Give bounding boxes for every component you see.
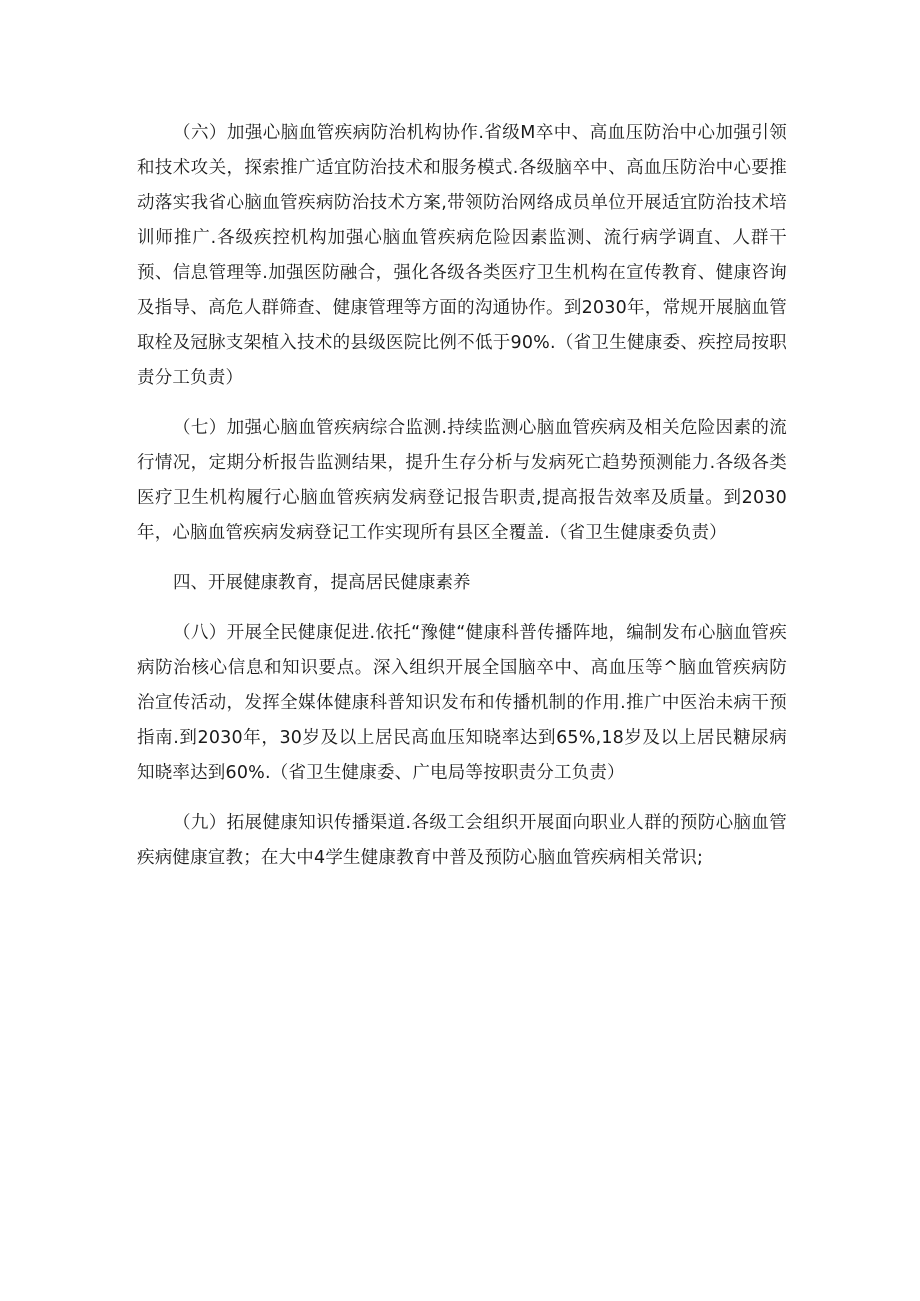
document-body (137, 116, 787, 891)
paragraph-6-cooperation: （六）加强心脑血管疾病防治机构协作.省级M卒中、高血压防治中心加强引领和技术攻关，探索推广适宜防治技术和服务模式.各级脑卒中、高血压防治中心要推动落实我省心脑血管疾病防治技术方案,带领防治网络成员单位开展适宜防治技术培训师推广.各级疾控机构加强心脑血管疾病危险因素监测、流行病学调直、人群干预、信息管理等.加强医防融合，强化各级各类医疗卫生机构在宣传教育、健康咨询及指导、高危人群筛查、健康管理等方面的沟通协作。到2030年，常规开展脑血管取栓及冠脉支架植入技术的县级医院比例不低于90%.（省卫生健康委、疾控局按职责分工负责） (137, 123, 787, 388)
paragraph-9-channels: （九）拓展健康知识传播渠道.各级工会组织开展面向职业人群的预防心脑血管疾病健康宣教；在大中4学生健康教育中普及预防心脑血管疾病相关常识; (137, 813, 787, 868)
section-heading-4: 四、开展健康教育，提高居民健康素养 (173, 573, 471, 593)
paragraph-7-monitoring: （七）加强心脑血管疾病综合监测.持续监测心脑血管疾病及相关危险因素的流行情况，定期分析报告监测结果，提升生存分析与发病死亡趋势预测能力.各级各类医疗卫生机构履行心脑血管疾病发病登记报告职责,提高报告效率及质量。到2030年，心脑血管疾病发病登记工作实现所有县区全覆盖.（省卫生健康委负责） (137, 418, 787, 543)
paragraph-8-promotion: （八）开展全民健康促进.依托“豫健“健康科普传播阵地，编制发布心脑血管疾病防治核心信息和知识要点。深入组织开展全国脑卒中、高血压等^脑血管疾病防治宣传活动，发挥全媒体健康科普知识发布和传播机制的作用.推广中医治未病干预指南.到2030年，30岁及以上居民高血压知晓率达到65%,18岁及以上居民糖尿病知晓率达到60%.（省卫生健康委、广电局等按职责分工负责） (137, 623, 787, 783)
